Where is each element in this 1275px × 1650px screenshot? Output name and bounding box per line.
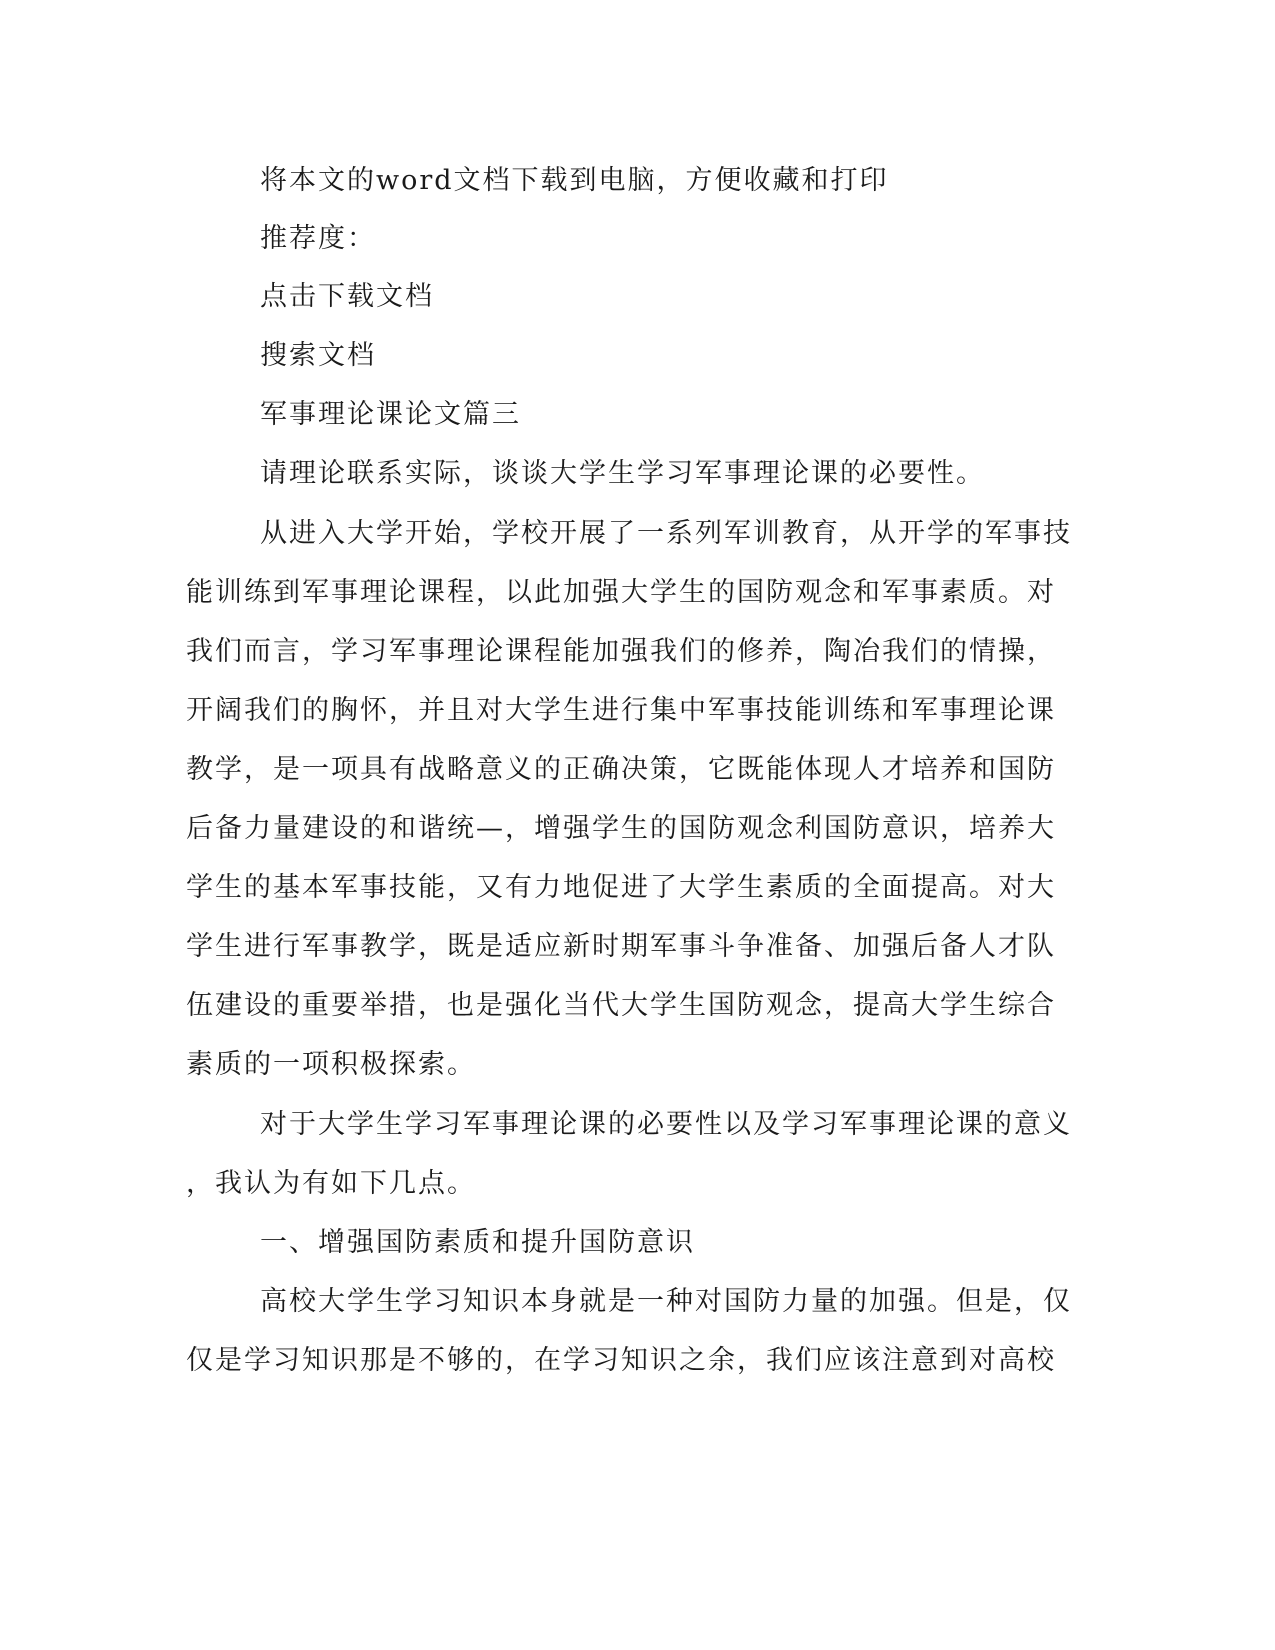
paragraph-line: 高校大学生学习知识本身就是一种对国防力量的加强。但是，仅 [260, 1286, 1072, 1317]
paragraph-line: 伍建设的重要举措，也是强化当代大学生国防观念，提高大学生综合 [186, 990, 1056, 1021]
paragraph-line: 学生进行军事教学，既是适应新时期军事斗争准备、加强后备人才队 [186, 931, 1056, 962]
download-note: 将本文的word文档下载到电脑，方便收藏和打印 [260, 165, 889, 196]
download-link[interactable]: 点击下载文档 [260, 281, 434, 312]
essay-prompt: 请理论联系实际，谈谈大学生学习军事理论课的必要性。 [260, 458, 985, 489]
paragraph-line: 从进入大学开始，学校开展了一系列军训教育，从开学的军事技 [260, 518, 1072, 549]
paragraph-line: 素质的一项积极探索。 [186, 1049, 476, 1080]
paragraph-line: ，我认为有如下几点。 [186, 1168, 476, 1199]
paragraph-line: 我们而言，学习军事理论课程能加强我们的修养，陶冶我们的情操， [186, 636, 1056, 667]
paragraph-line: 开阔我们的胸怀，并且对大学生进行集中军事技能训练和军事理论课 [186, 695, 1056, 726]
paragraph-line: 能训练到军事理论课程，以此加强大学生的国防观念和军事素质。对 [186, 577, 1056, 608]
recommend-label: 推荐度： [260, 223, 376, 254]
paragraph-line: 后备力量建设的和谐统—，增强学生的国防观念利国防意识，培养大 [186, 813, 1056, 844]
section-title: 军事理论课论文篇三 [260, 399, 521, 430]
paragraph-line: 学生的基本军事技能，又有力地促进了大学生素质的全面提高。对大 [186, 872, 1056, 903]
subheading: 一、增强国防素质和提升国防意识 [260, 1227, 695, 1258]
paragraph-line: 对于大学生学习军事理论课的必要性以及学习军事理论课的意义 [260, 1109, 1072, 1140]
search-link[interactable]: 搜索文档 [260, 340, 376, 371]
paragraph-line: 教学，是一项具有战略意义的正确决策，它既能体现人才培养和国防 [186, 754, 1056, 785]
paragraph-line: 仅是学习知识那是不够的，在学习知识之余，我们应该注意到对高校 [186, 1345, 1056, 1376]
